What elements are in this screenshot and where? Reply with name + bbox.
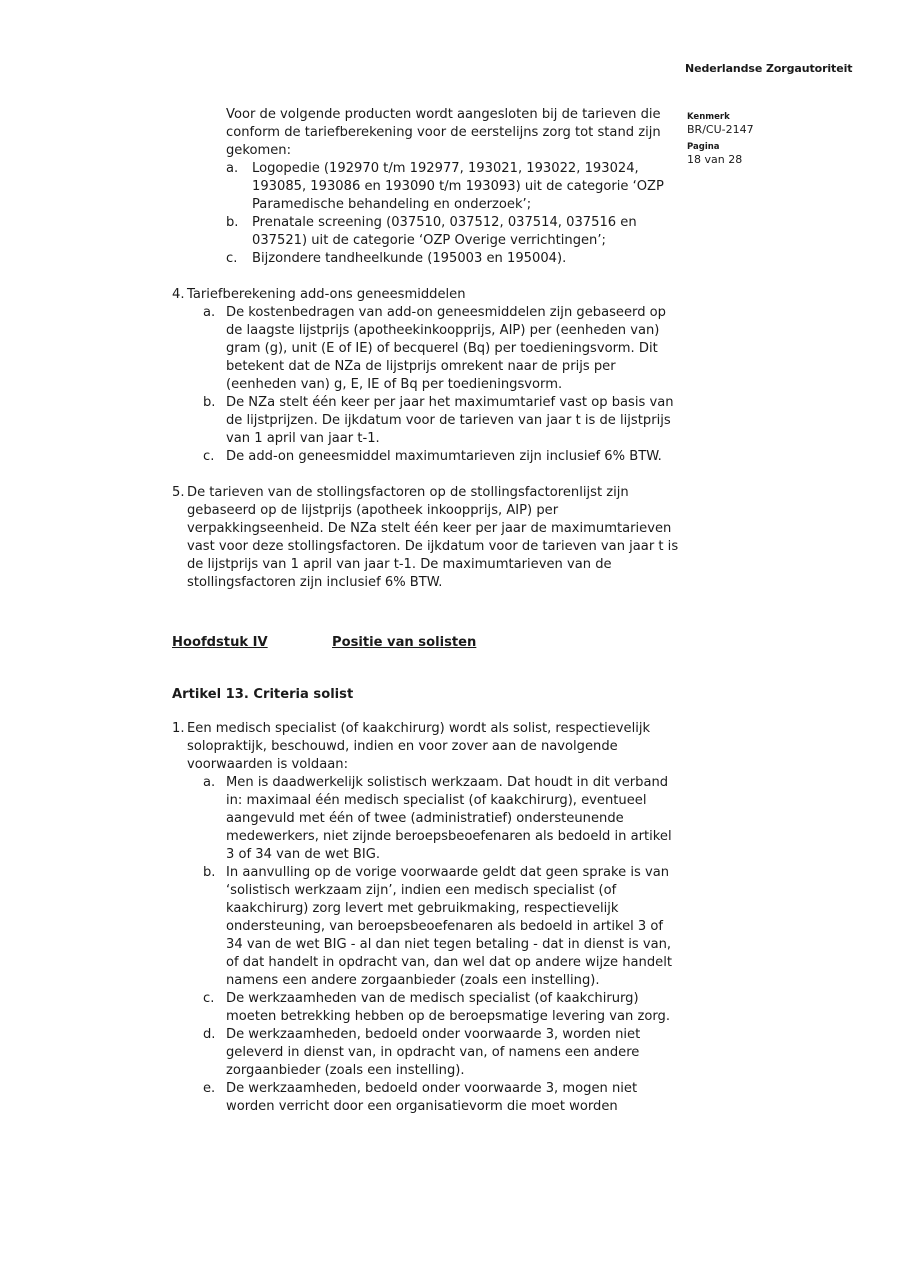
- list-item-text: De add-on geneesmiddel maximumtarieven zijn inclusief 6% BTW.: [226, 449, 662, 464]
- intro-list: [172, 160, 682, 268]
- article-heading: Artikel 13. Criteria solist: [172, 687, 354, 702]
- list-item-text: De NZa stelt één keer per jaar het maximumtarief vast op basis van de lijstprijzen. De ijkdatum voor de tarieven van jaar t is de lijstprijs van 1 april van jaar t-1.: [226, 395, 674, 446]
- list-marker: c.: [226, 251, 238, 266]
- list-item: [203, 990, 682, 1026]
- list-item: [203, 394, 682, 448]
- list-item-text: Prenatale screening (037510, 037512, 037514, 037516 en 037521) uit de categorie ‘OZP Overige verrichtingen’;: [252, 215, 637, 248]
- organization-name: Nederlandse Zorgautoriteit: [685, 62, 853, 75]
- list-marker: d.: [203, 1027, 216, 1042]
- list-item-text: Bijzondere tandheelkunde (195003 en 195004).: [252, 251, 567, 266]
- section-4: [172, 286, 682, 466]
- section-marker: 5.: [172, 485, 185, 500]
- list-item: [226, 214, 682, 250]
- list-item: [226, 160, 682, 214]
- list-item-text: De werkzaamheden, bedoeld onder voorwaarde 3, mogen niet worden verricht door een organisatievorm die moet worden: [226, 1081, 638, 1114]
- article-list: [172, 720, 682, 1116]
- list-item: [226, 250, 682, 268]
- list-item-text: In aanvulling op de vorige voorwaarde geldt dat geen sprake is van ‘solistisch werkzaam zijn’, indien een medisch specialist (of kaakchirurg) zorg levert met gebruikmaking, respectievelijk ondersteuning, van beroepsbeoefenaren als bedoeld in artikel 3 of 34 van de wet BIG - al dan niet tegen betaling - dat in dienst is van, of dat handelt in opdracht van, dan wel dat op andere wijze handelt namens een andere zorgaanbieder (zoals een instelling).: [226, 865, 672, 988]
- kenmerk-label: Kenmerk: [687, 112, 730, 122]
- section-marker: 1.: [172, 721, 185, 736]
- list-item: [203, 864, 682, 990]
- pagina-value: 18 van 28: [687, 153, 743, 166]
- section-marker: 4.: [172, 287, 185, 302]
- list-item-text: De werkzaamheden van de medisch specialist (of kaakchirurg) moeten betrekking hebben op de beroepsmatige levering van zorg.: [226, 991, 670, 1024]
- chapter-number: Hoofdstuk IV: [172, 635, 268, 650]
- list-marker: a.: [203, 305, 216, 320]
- list-marker: c.: [203, 991, 215, 1006]
- list-item-text: De werkzaamheden, bedoeld onder voorwaarde 3, worden niet geleverd in dienst van, in opdracht van, of namens een andere zorgaanbieder (zoals een instelling).: [226, 1027, 641, 1078]
- section-list: [172, 286, 682, 592]
- chapter-heading: [172, 634, 682, 652]
- list-item: [203, 448, 682, 466]
- list-marker: b.: [203, 395, 216, 410]
- list-marker: c.: [203, 449, 215, 464]
- document-meta: [687, 111, 867, 171]
- list-marker: e.: [203, 1081, 216, 1096]
- list-item: [203, 774, 682, 864]
- list-marker: b.: [226, 215, 239, 230]
- kenmerk-value: BR/CU-2147: [687, 123, 754, 136]
- section-text: De tarieven van de stollingsfactoren op de stollingsfactorenlijst zijn gebaseerd op de lijstprijs (apotheek inkoopprijs, AIP) per verpakkingseenheid. De NZa stelt één keer per jaar de maximumtarieven vast voor deze stollingsfactoren. De ijkdatum voor de tarieven van jaar t is de lijstprijs van 1 april van jaar t-1. De maximumtarieven van de stollingsfactoren zijn inclusief 6% BTW.: [187, 485, 679, 590]
- list-item: [203, 1026, 682, 1080]
- list-item-text: Logopedie (192970 t/m 192977, 193021, 193022, 193024, 193085, 193086 en 193090 t/m 193093) uit de categorie ‘OZP Paramedische behandeling en onderzoek’;: [252, 161, 664, 212]
- document-body: [172, 106, 682, 1116]
- list-marker: a.: [203, 775, 216, 790]
- list-item-text: De kostenbedragen van add-on geneesmiddelen zijn gebaseerd op de laagste lijstprijs (apotheekinkoopprijs, AIP) per (eenheden van) gram (g), unit (E of IE) of becquerel (Bq) per toedieningsvorm. Dit betekent dat de NZa de lijstprijs omrekent naar de prijs per (eenheden van) g, E, IE of Bq per toedieningsvorm.: [226, 305, 666, 392]
- section-5: [172, 484, 682, 592]
- section-text: Een medisch specialist (of kaakchirurg) wordt als solist, respectievelijk solopraktijk, beschouwd, indien en voor zover aan de navolgende voorwaarden is voldaan:: [187, 721, 651, 772]
- chapter-title: Positie van solisten: [332, 635, 477, 650]
- list-marker: b.: [203, 865, 216, 880]
- list-item: [203, 304, 682, 394]
- list-marker: a.: [226, 161, 239, 176]
- pagina-label: Pagina: [687, 142, 720, 152]
- section-4-list: [187, 304, 682, 466]
- section-title: Tariefberekening add-ons geneesmiddelen: [187, 287, 466, 302]
- criteria-list: [187, 774, 682, 1116]
- intro-paragraph: Voor de volgende producten wordt aangesloten bij de tarieven die conform de tariefberekening voor de eerstelijns zorg tot stand zijn gekomen:: [226, 107, 661, 158]
- list-item: [203, 1080, 682, 1116]
- article-section-1: [172, 720, 682, 1116]
- list-item-text: Men is daadwerkelijk solistisch werkzaam. Dat houdt in dit verband in: maximaal één medisch specialist (of kaakchirurg), eventueel aangevuld met één of twee (administratief) ondersteunende medewerkers, niet zijnde beroepsbeoefenaren als bedoeld in artikel 3 of 34 van de wet BIG.: [226, 775, 672, 862]
